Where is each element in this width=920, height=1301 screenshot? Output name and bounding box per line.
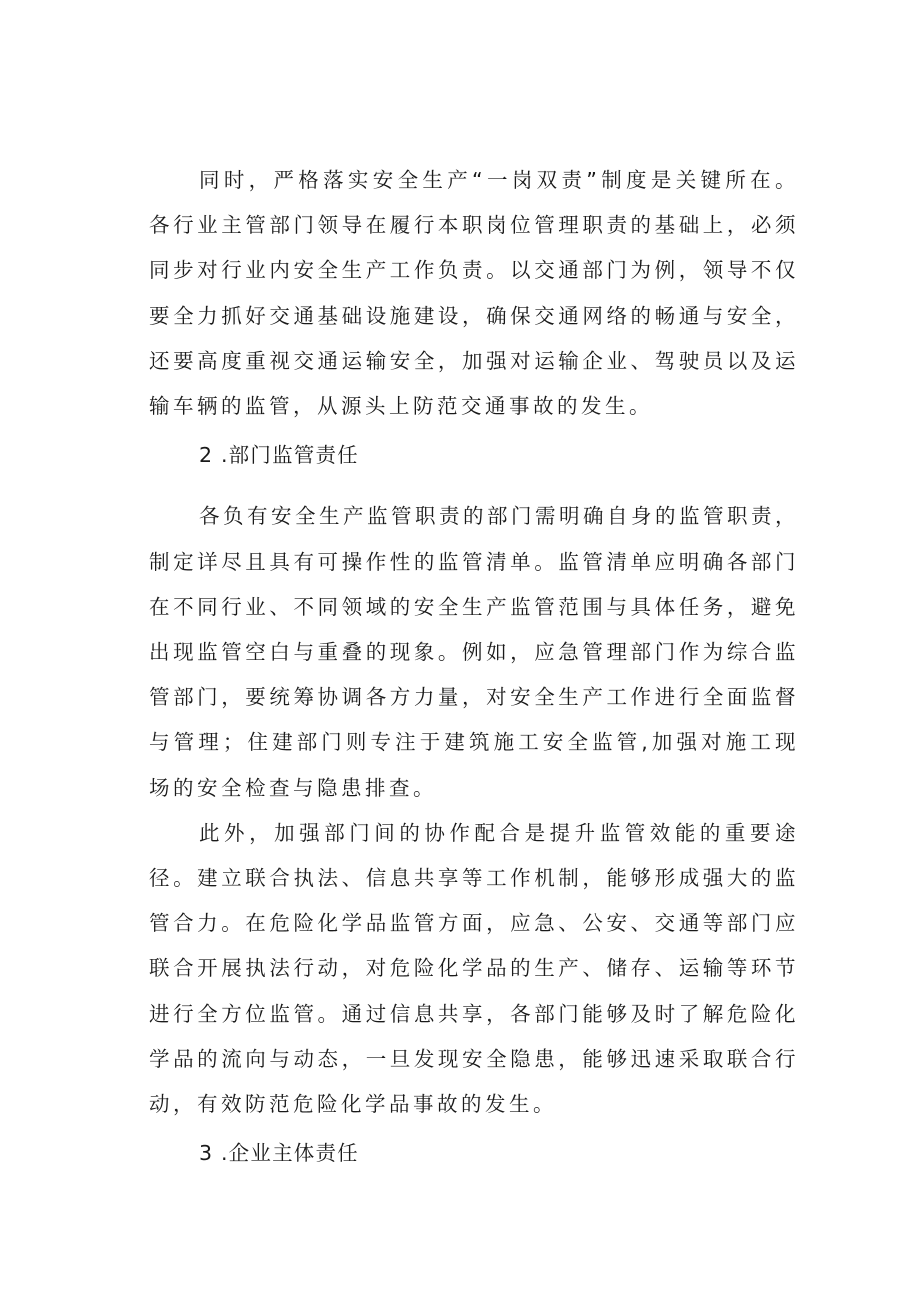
section-heading-department-supervision: 2 .部门监管责任 bbox=[199, 443, 359, 468]
paragraph-one-post-one-duty: 同时，严格落实安全生产“一岗双责”制度是关键所在。各行业主管部门领导在履行本职岗位管理职责的基础上，必须同步对行业内安全生产工作负责。以交通部门为例，领导不仅要全力抓好交通基础设施建设，确保交通网络的畅通与安全，还要高度重视交通运输安全，加强对运输企业、驾驶员以及运输车辆的监管，从源头上防范交通事故的发生。 bbox=[149, 168, 799, 419]
paragraph-interdepartmental-cooperation: 此外，加强部门间的协作配合是提升监管效能的重要途径。建立联合执法、信息共享等工作机制，能够形成强大的监管合力。在危险化学品监管方面，应急、公安、交通等部门应联合开展执法行动，对危险化学品的生产、储存、运输等环节进行全方位监管。通过信息共享，各部门能够及时了解危险化学品的流向与动态，一旦发现安全隐患，能够迅速采取联合行动，有效防范危险化学品事故的发生。 bbox=[149, 820, 799, 1117]
paragraph-supervision-list: 各负有安全生产监管职责的部门需明确自身的监管职责，制定详尽且具有可操作性的监管清单。监管清单应明确各部门在不同行业、不同领域的安全生产监管范围与具体任务，避免出现监管空白与重叠的现象。例如，应急管理部门作为综合监管部门，要统筹协调各方力量，对安全生产工作进行全面监督与管理；住建部门则专注于建筑施工安全监管,加强对施工现场的安全检查与隐患排查。 bbox=[149, 504, 799, 800]
section-heading-enterprise-responsibility: 3 .企业主体责任 bbox=[199, 1141, 359, 1166]
document-body bbox=[149, 158, 799, 1176]
